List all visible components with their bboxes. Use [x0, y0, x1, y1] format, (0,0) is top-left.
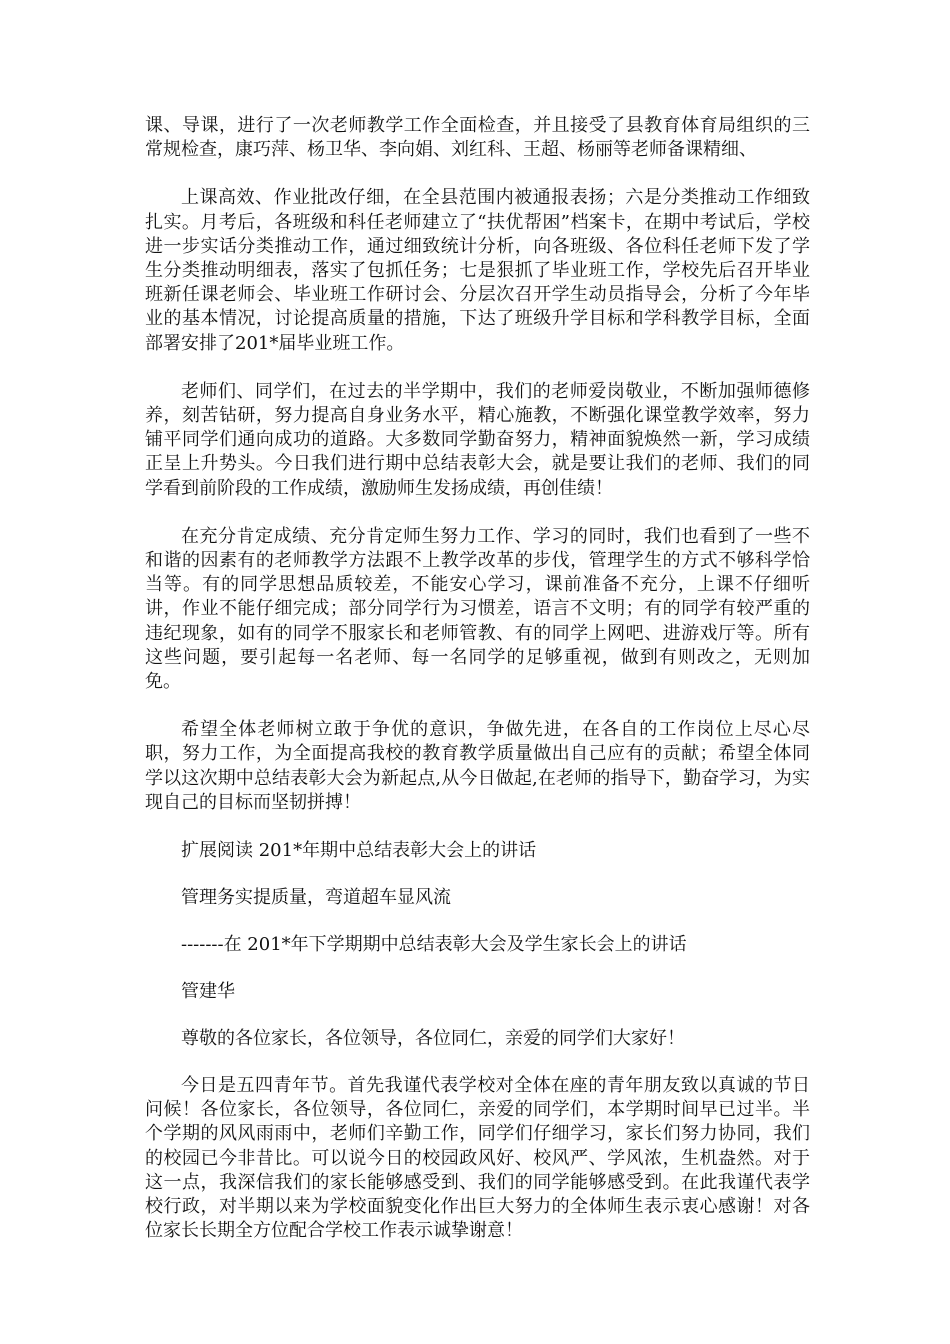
- paragraph-work-summary: 上课高效、作业批改仔细，在全县范围内被通报表扬；六是分类推动工作细致扎实。月考后，各班级和科任老师建立了“扶优帮困”档案卡，在期中考试后，学校进一步实话分类推动工作，通过细致统计分析，向各班级、各位科任老师下发了学生分类推动明细表，落实了包抓任务；七是狠抓了毕业班工作，学校先后召开毕业班新任课老师会、毕业班工作研讨会、分层次召开学生动员指导会，分析了今年毕业的基本情况，讨论提高质量的措施，下达了班级升学目标和学科教学目标，全面部署安排了201*届毕业班工作。: [145, 187, 810, 354]
- paragraph-problems: 在充分肯定成绩、充分肯定师生努力工作、学习的同时，我们也看到了一些不和谐的因素有的老师教学方法跟不上教学改革的步伐，管理学生的方式不够科学恰当等。有的同学思想品质较差，不能安心学习，课前准备不充分，上课不仔细听讲，作业不能仔细完成；部分同学行为习惯差，语言不文明；有的同学有较严重的违纪现象，如有的同学不服家长和老师管教、有的同学上网吧、进游戏厅等。所有这些问题，要引起每一名老师、每一名同学的足够重视，做到有则改之，无则加免。: [145, 525, 810, 693]
- extended-reading-heading: 扩展阅读 201*年期中总结表彰大会上的讲话: [181, 840, 537, 862]
- paragraph-hopes: 希望全体老师树立敢于争优的意识，争做先进，在各自的工作岗位上尽心尽职，努力工作，为全面提高我校的教育教学质量做出自己应有的贡献；希望全体同学以这次期中总结表彰大会为新起点,从今日做起,在老师的指导下，勤奋学习，为实现自己的目标而坚韧拼搏！: [145, 719, 810, 813]
- document-body: [145, 114, 810, 1268]
- greeting: 尊敬的各位家长，各位领导，各位同仁，亲爱的同学们大家好！: [181, 1028, 685, 1050]
- paragraph-youth-day: 今日是五四青年节。首先我谨代表学校对全体在座的青年朋友致以真诚的节日问候！各位家长，各位领导，各位同仁，亲爱的同学们，本学期时间早已过半。半个学期的风风雨雨中，老师们辛勤工作，同学们仔细学习，家长们努力协同，我们的校园已今非昔比。可以说今日的校园政风好、校风严、学风浓，生机盎然。对于这一点，我深信我们的家长能够感受到、我们的同学能够感受到。在此我谨代表学校行政，对半期以来为学校面貌变化作出巨大努力的全体师生表示衷心感谢！对各位家长长期全方位配合学校工作表示诚挚谢意！: [145, 1075, 810, 1242]
- speech-title: 管理务实提质量，弯道超车显风流: [181, 887, 451, 909]
- paragraph-teachers-students: 老师们、同学们，在过去的半学期中，我们的老师爱岗敬业，不断加强师德修养，刻苦钻研，努力提高自身业务水平，精心施教，不断强化课堂教学效率，努力铺平同学们通向成功的道路。大多数同学勤奋努力，精神面貌焕然一新，学习成绩正呈上升势头。今日我们进行期中总结表彰大会，就是要让我们的老师、我们的同学看到前阶段的工作成绩，激励师生发扬成绩，再创佳绩！: [145, 380, 810, 499]
- paragraph-continuation: 课、导课，进行了一次老师教学工作全面检查，并且接受了县教育体育局组织的三常规检查，康巧萍、杨卫华、李向娟、刘红科、王超、杨丽等老师备课精细、: [145, 115, 810, 161]
- author-name: 管建华: [181, 981, 235, 1003]
- speech-subtitle: -------在 201*年下学期期中总结表彰大会及学生家长会上的讲话: [181, 934, 687, 956]
